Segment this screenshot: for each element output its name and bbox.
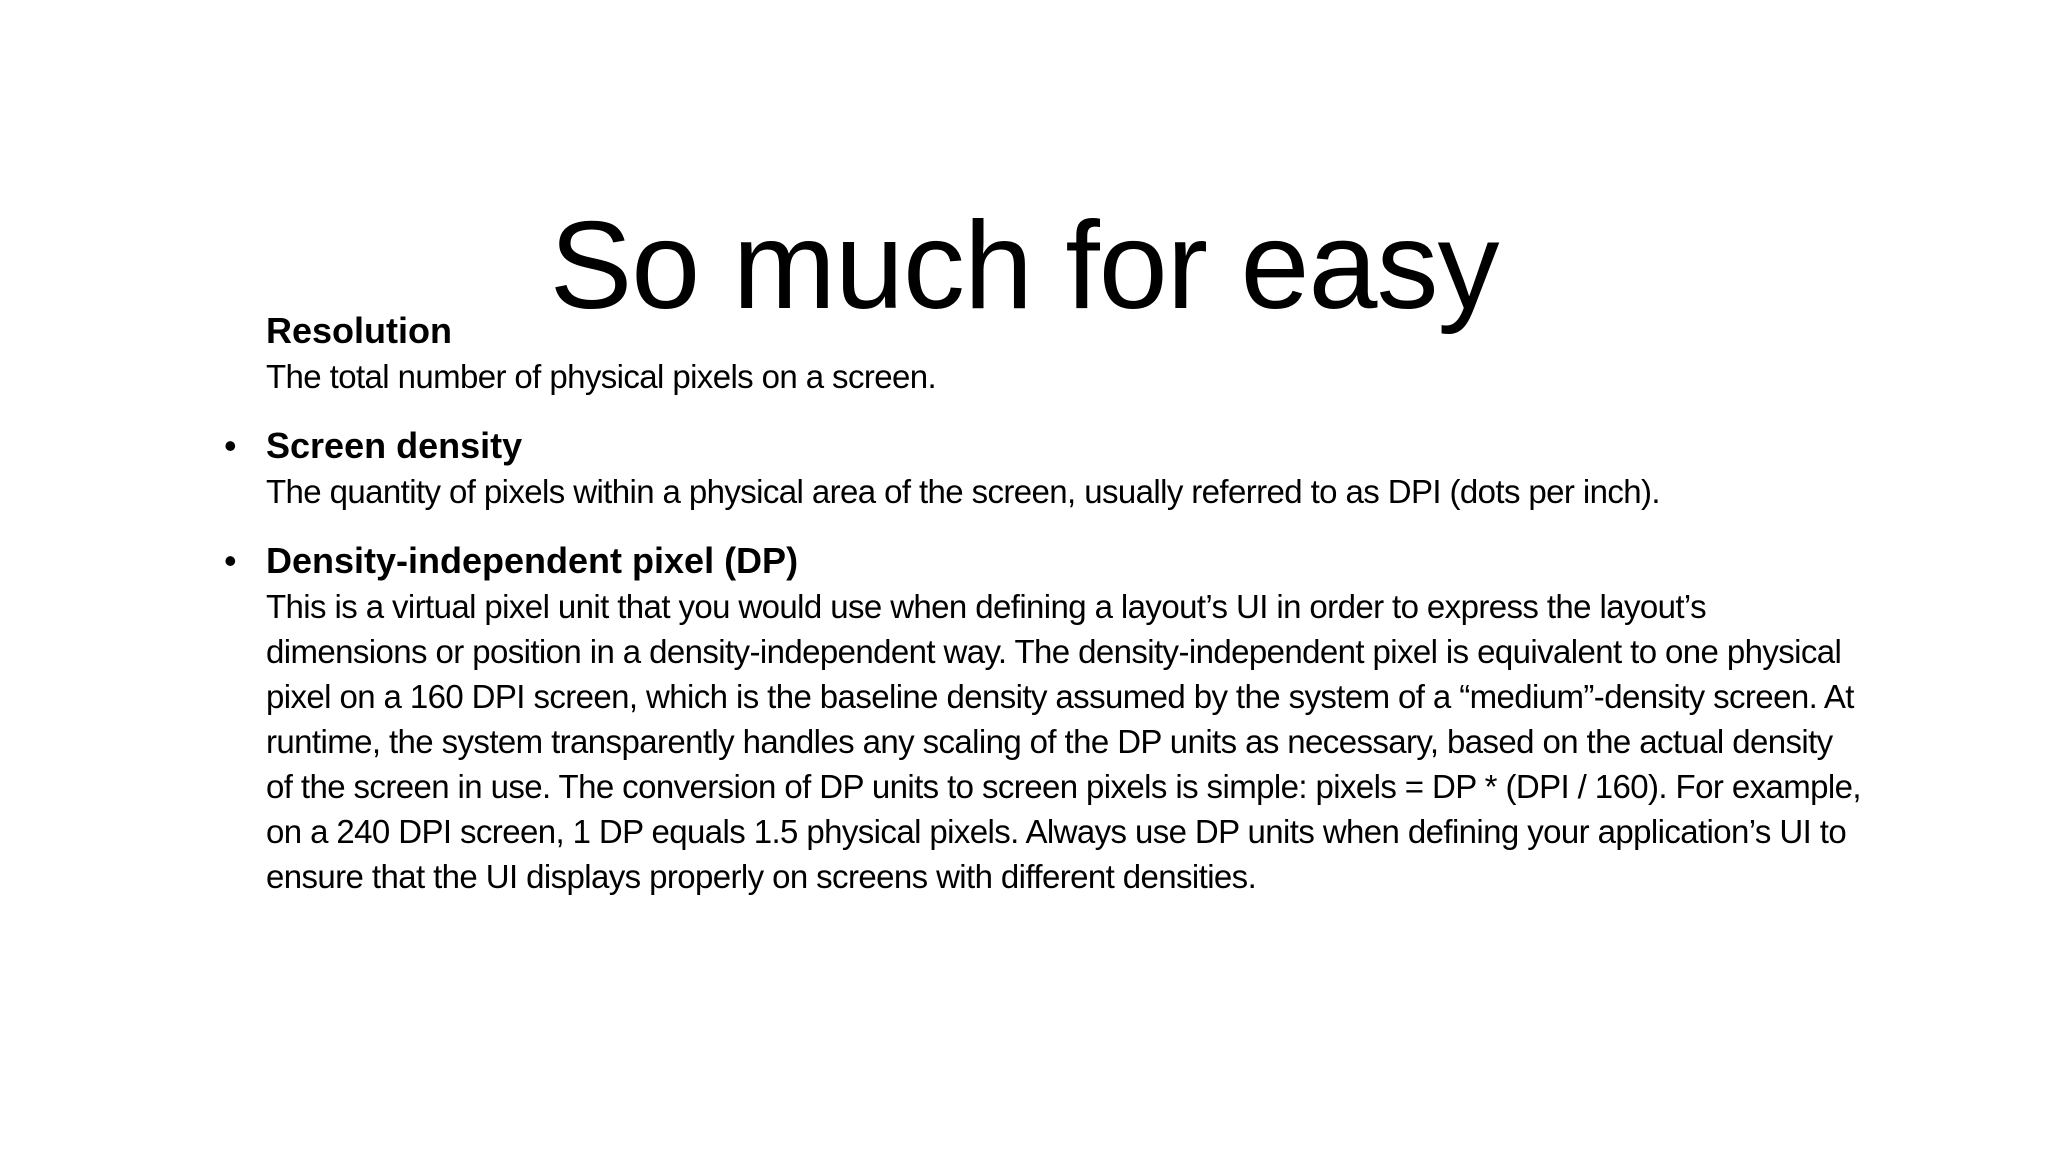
slide-title: So much for easy bbox=[549, 197, 1499, 336]
definition-item-resolution bbox=[266, 308, 1866, 399]
definition-item-dp bbox=[224, 538, 1866, 899]
definition-item-screen-density bbox=[224, 423, 1866, 514]
definition-text: The quantity of pixels within a physical area of the screen, usually referred to as DPI (dots per inch). bbox=[266, 473, 1660, 510]
definition-text: The total number of physical pixels on a screen. bbox=[266, 358, 937, 395]
definition-term: Resolution bbox=[266, 310, 452, 351]
definition-text: This is a virtual pixel unit that you would use when defining a layout’s UI in order to express the layout’s dimensions or position in a density-independent way. The density-independent pixel is equivalent to one physical pixel on a 160 DPI screen, which is the baseline density assumed by the system of a “medium”-density screen. At runtime, the system transparently handles any scaling of the DP units as necessary, based on the actual density of the screen in use. The conversion of DP units to screen pixels is simple: pixels = DP * (DPI / 160). For example, on a 240 DPI screen, 1 DP equals 1.5 physical pixels. Always use DP units when defining your application’s UI to ensure that the UI displays properly on screens with different densities. bbox=[266, 588, 1861, 895]
definition-list bbox=[224, 308, 1866, 923]
definition-term: Screen density bbox=[266, 425, 523, 466]
bullet-marker: • bbox=[224, 540, 237, 581]
definition-term: Density-independent pixel (DP) bbox=[266, 540, 799, 581]
bullet-marker: • bbox=[224, 425, 237, 466]
